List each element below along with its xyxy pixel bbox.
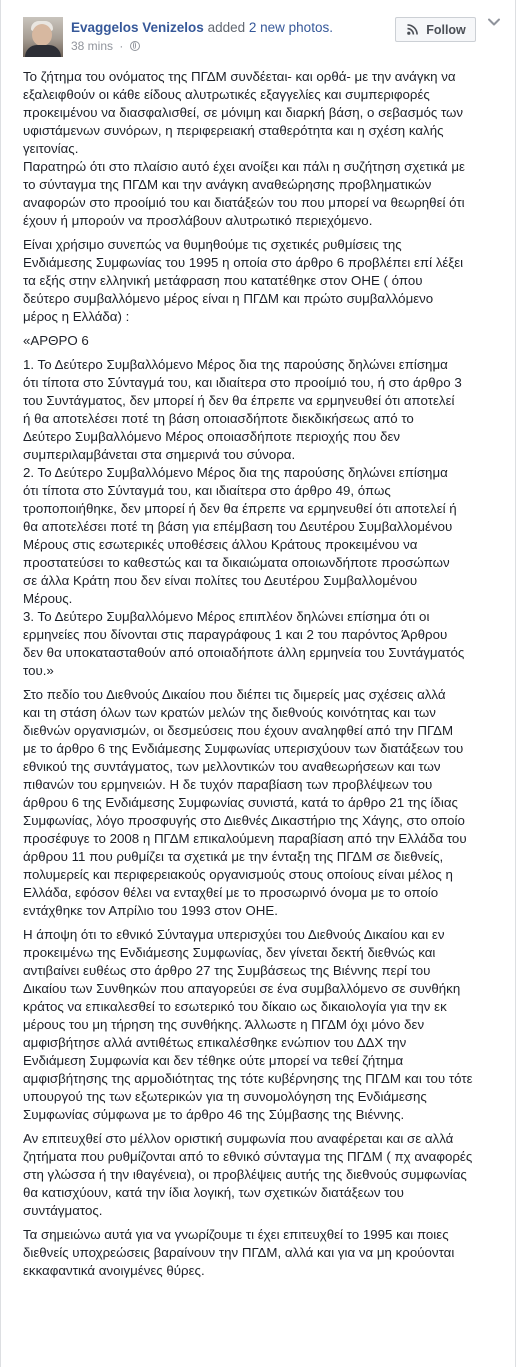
post-text-line: άρθρου 11 που ρυθμίζει τα σχετικά με την ένταξη της ΠΓΔΜ σε διεθνείς,: [23, 849, 444, 864]
post-paragraph: [23, 686, 491, 920]
post-text-line: αναφορών στο προοίμιό του και διατάξεών του που μπορεί να θεωρηθεί ότι: [23, 195, 465, 210]
post-text-line: Μέρους στις εσωτερικές υποθέσεις άλλου Κράτους προκειμένου να: [23, 537, 418, 552]
post-paragraph: [23, 332, 491, 350]
post-text-line: Ενδιάμεσης Συμφωνίας του 1995 η οποία στο άρθρο 6 προβλέπει επί λέξει: [23, 255, 464, 270]
post-text-line: Είναι χρήσιμο συνεπώς να θυμηθούμε τις σχετικές ρυθμίσεις της: [23, 237, 402, 252]
follow-button[interactable]: [395, 17, 476, 42]
post-paragraph: [23, 1226, 491, 1280]
timestamp-link[interactable]: 38 mins: [71, 39, 114, 53]
post-text-line: εξαλειφθούν οι κάθε είδους αλυτρωτικές εξαγγελίες και συμπεριφορές: [23, 87, 430, 102]
post-text-line: εθνικού της συντάγματος, των μελλοντικών του αναθεωρήσεων και των: [23, 759, 441, 774]
post-text-line: γειτονίας.: [23, 141, 79, 156]
post-text-line: Το ζήτημα του ονόματος της ΠΓΔΜ συνδέεται- και ορθά- με την ανάγκη να: [23, 69, 456, 84]
post-text-line: 3. Το Δεύτερο Συμβαλλόμενο Μέρος επιπλέον δηλώνει επίσημα ότι οι: [23, 609, 430, 624]
post-text-line: «ΑΡΘΡΟ 6: [23, 333, 89, 348]
post-text-line: αμφισβήτησης της αρμοδιότητας της τότε κυβέρνησης της ΠΓΔΜ και του τότε: [23, 1071, 473, 1086]
post-text-line: δεύτερο συμβαλλόμενο μέρος είναι η ΠΓΔΜ και πρώτο συμβαλλόμενο: [23, 291, 434, 306]
post-paragraph: [23, 68, 491, 230]
action-prefix: added: [207, 20, 246, 35]
post-text-line: του.»: [23, 663, 54, 678]
meta-separator: ·: [119, 39, 124, 53]
post-text-line: τα εξής στην ελληνική μετάφραση που κατατέθηκε στον ΟΗΕ ( όπου: [23, 273, 423, 288]
post-text-line: και τη στάση όλων των κρατών μελών της διεθνούς κοινότητας και των: [23, 705, 436, 720]
post-text-line: υφιστάμενων συνόρων, η περιφερειακή σταθερότητα και η σχέση καλής: [23, 123, 444, 138]
post-text-line: Στο πεδίο του Διεθνούς Δικαίου που διέπει τις διμερείς μας σχέσεις αλλά: [23, 687, 446, 702]
post-paragraph: [23, 926, 491, 1124]
post-text-line: κράτος να επικαλεσθεί το εσωτερικό του δίκαιο ως δικαιολογία για την εκ: [23, 999, 447, 1014]
post-text-line: εκκαφαντικά ανοιγμένες θύρες.: [23, 1263, 205, 1278]
author-line: [71, 19, 333, 36]
post-text-line: με το άρθρο 6 της Ενδιάμεσης Συμφωνίας υπερισχύουν των διατάξεων του: [23, 741, 464, 756]
post-text-line: θα κατισχύουν, κατά την ίδια λογική, των σχετικών διατάξεων του: [23, 1185, 404, 1200]
post-text-line: 1. Το Δεύτερο Συμβαλλόμενο Μέρος δια της παρούσης δηλώνει επίσημα: [23, 357, 448, 372]
chevron-down-icon[interactable]: [487, 17, 501, 27]
post-text-line: Αν επιτευχθεί στο μέλλον οριστική συμφωνία που αναφέρεται και σε αλλά: [23, 1131, 454, 1146]
post-text-line: Δικαίου των Συνθηκών που απαγορεύει σε ένα συμβαλλόμενο σε συνθήκη: [23, 981, 461, 996]
rss-icon: [407, 24, 418, 35]
follow-label: Follow: [426, 23, 466, 37]
post-text-line: διεθνείς υποχρεώσεις βαραίνουν την ΠΓΔΜ, αλλά και για να μη κρούονται: [23, 1245, 455, 1260]
post-header: [1, 0, 515, 62]
post-text-line: σε άλλα Κράτη που δεν είναι πολίτες του Δευτέρου Συμβαλλομένου: [23, 573, 418, 588]
post-text-line: ότι τίποτα στο Σύνταγμά του, και ιδιαίτερα στο άρθρο 49, όπως: [23, 483, 391, 498]
post-text-line: προστατεύσει το καθεστώς και τα δικαιώματα οποιωνδήποτε προσώπων: [23, 555, 450, 570]
post-text-line: τροποποιήθηκε, δεν μπορεί ή δεν θα έπρεπε να ερμηνευθεί ότι αποτελεί ή: [23, 501, 457, 516]
post-text-line: μέρος η Ελλάδα) :: [23, 309, 130, 324]
post-text-line: αμφισβήτησε αλλά αντιθέτως επικαλέσθηκε ενώπιον του ΔΔΧ την: [23, 1035, 407, 1050]
post-text-line: ερμηνείες που δίνονται στις παραγράφους 1 και 2 του παρόντος Άρθρου: [23, 627, 448, 642]
post-text-line: εντάχθηκε τον Απρίλιο του 1993 στον ΟΗΕ.: [23, 903, 278, 918]
post-text-line: δεν θα υποκατασταθούν από οποιαδήποτε άλλη ερμηνεία του Συντάγματός: [23, 645, 465, 660]
post-text-line: συμπεριλαμβάνεται στα σημερινά του σύνορα.: [23, 447, 296, 462]
post-text-line: Παρατηρώ ότι στο πλαίσιο αυτό έχει ανοίξει και πάλι η συζήτηση σχετικά με: [23, 159, 465, 174]
post-text-line: Δεύτερο Συμβαλλόμενο Μέρος οποιασδήποτε περιοχής που δεν: [23, 429, 401, 444]
post-text-line: 2. Το Δεύτερο Συμβαλλόμενο Μέρος δια της παρούσης δηλώνει επίσημα: [23, 465, 448, 480]
post-text-line: στη γλώσσα ή την ιθαγένεια), οι προβλέψεις αυτής της διεθνούς συμφωνίας: [23, 1167, 467, 1182]
post-text-line: ή θα αποτελέσει ποτέ τη βάση οποιασδήποτε διεκδικήσεως από το: [23, 411, 414, 426]
post-text-line: μέρους του μη τήρηση της συνθήκης. Άλλωστε η ΠΓΔΜ όχι μόνο δεν: [23, 1017, 425, 1032]
post-meta: [71, 39, 140, 54]
post-text-line: προκειμένου να διασφαλισθεί, σε μόνιμη και διαρκή βάση, ο σεβασμός των: [23, 105, 464, 120]
post-text-line: Συμφωνίας σύμφωνα με το άρθρο 46 της Σύμβασης της Βιέννης.: [23, 1107, 405, 1122]
post-paragraph: [23, 236, 491, 326]
post-text-line: πιθανών του ερμηνειών. Η δε τυχόν παραβίαση των προβλέψεων του: [23, 777, 433, 792]
post-text-line: συντάγματος.: [23, 1203, 103, 1218]
post-text-line: Μέρους.: [23, 591, 73, 606]
globe-icon[interactable]: [130, 41, 140, 51]
post-text-line: άρθρου 6 της Ενδιάμεσης Συμφωνίας συνιστά, κατά το άρθρο 21 της ίδιας: [23, 795, 458, 810]
post-text-line: προσέφυγε το 2008 η ΠΓΔΜ επικαλούμενη παραβίαση από την Ελλάδα του: [23, 831, 467, 846]
post-text-line: Η άποψη ότι το εθνικό Σύνταγμα υπερισχύει του Διεθνούς Δικαίου και εν: [23, 927, 445, 942]
post-text-line: διεθνών οργανισμών, οι δεσμεύσεις που έχουν αναληφθεί από την ΠΓΔΜ: [23, 723, 454, 738]
post-paragraph: [23, 1130, 491, 1220]
post-text-line: ζητήματα που ρυθμίζονται από το εθνικό σύνταγμα της ΠΓΔΜ ( πχ αναφορές: [23, 1149, 473, 1164]
post-text-line: Συμφωνίας, λόγο προσφυγής στο Διεθνές Δικαστήριο της Χάγης, στο οποίο: [23, 813, 465, 828]
post-text-line: αντιβαίνει ευθέως στο άρθρο 27 της Συμβάσεως της Βιέννης περί του: [23, 963, 431, 978]
post-paragraph: [23, 356, 491, 680]
post-text-line: πολυμερείς και περιφερειακούς οργανισμούς στους οποίους είναι μέλος η: [23, 867, 453, 882]
post-text-line: Ελλάδα, εφόσον θέλει να ενταχθεί με το προσωρινό όνομα με το οποίο: [23, 885, 439, 900]
post-text-line: υπουργού της των εξωτερικών για τη συνομολόγηση της Ενδιάμεσης: [23, 1089, 427, 1104]
post-body: [23, 68, 491, 1286]
post-text-line: Ενδιάμεση Συμφωνία και δεν τέθηκε ούτε μπορεί να τεθεί ζήτημα: [23, 1053, 404, 1068]
post-text-line: προκειμένω της Ενδιάμεσης Συμφωνίας, δεν γίνεται δεκτή διεθνώς και: [23, 945, 436, 960]
post-text-line: του Συντάγματος, δεν μπορεί ή δεν θα έπρεπε να ερμηνευθεί ότι αποτελεί: [23, 393, 455, 408]
post-text-line: το σύνταγμα της ΠΓΔΜ και την ανάγκη αναθεώρησης προβληματικών: [23, 177, 432, 192]
author-name-link[interactable]: Evaggelos Venizelos: [71, 20, 204, 35]
post-text-line: ότι τίποτα στο Σύνταγμά του, και ιδιαίτερα στο προοίμιό του, ή στο άρθρο 3: [23, 375, 462, 390]
avatar[interactable]: [23, 17, 63, 57]
post-text-line: Τα σημειώνω αυτά για να γνωρίζουμε τι έχει επιτευχθεί το 1995 και ποιες: [23, 1227, 449, 1242]
photos-link[interactable]: 2 new photos.: [248, 20, 333, 35]
post-text-line: θα αποτελέσει ποτέ τη βάση για επέμβαση του Δευτέρου Συμβαλλομένου: [23, 519, 453, 534]
post-text-line: έχουν ή μπορούν να προσλάβουν αλυτρωτικό περιεχόμενο.: [23, 213, 373, 228]
